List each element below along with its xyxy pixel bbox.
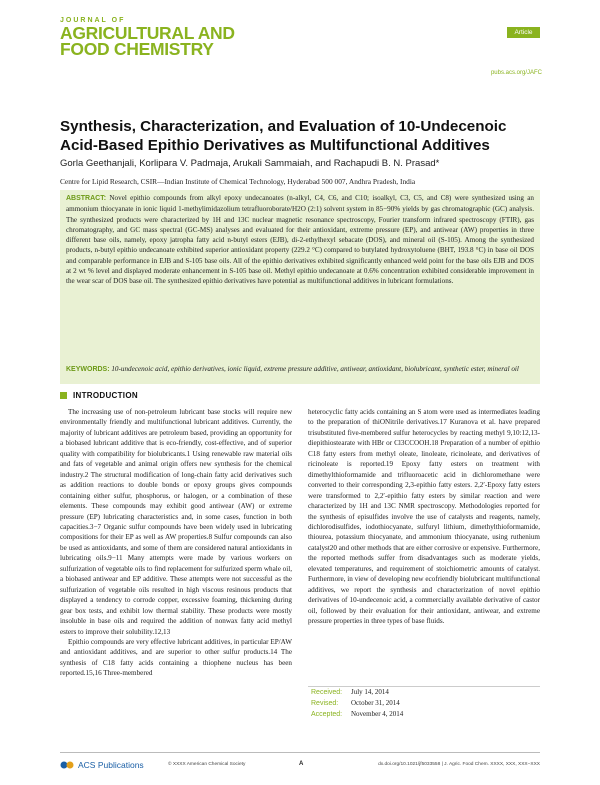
journal-title-line1: AGRICULTURAL AND [60,23,235,43]
author-list: Gorla Geethanjali, Korlipara V. Padmaja, Arukali Sammaiah, and Rachapudi B. N. Prasad* [60,158,440,169]
article-type-badge: Article [507,27,540,38]
date-revised [311,698,403,709]
paragraph: The increasing use of non-petroleum lubricant base stocks will require new environmentally friendly and multifunctional lubricant additives. Currently, the majority of lubricant additives are petroleum based, providing an opportunity for a biobased lubricant additive that is eco-friendly, cost-effective, and of superior quality with compatibility for biolubricants.1 Using renewable raw material oils and fats of vegetable and animal origin offers new synthesis for the chemical industry.2 The structural modification of long-chain fatty acid derivatives such as addition reactions to double bonds or epoxy groups gives compounds containing either sulfur, phosphorus, or halogen, or a combination of these elements. These compounds may exhibit good antiwear (AW) or extreme pressure (EP) lubricating characteristics and, in some cases, function in both capacities.3−7 Organic sulfur compounds have been widely used in lubricating compositions for their EP as well as AW properties.8 Sulfur compounds can also be used as antioxidants, and some of them are considered natural antioxidants in lubricating oils.9−11 Many attempts were made by various workers on sulfurization of vegetable oils to find replacement for sulfurized sperm whale oil, a biobased antiwear and EP additive. These attempts were not successful as the sulfurization of vegetable oils resulted in high viscous resinous products that displayed a tendency to corrode copper, excessive foaming, thickening during gear box tests, and exhibit low thermal stability. These products were mostly insoluble in base oils and required the addition of nonwax fatty acid methyl esters to improve their solubility.12,13 [60,408,292,636]
journal-title [60,25,235,57]
acs-publications-logo[interactable] [60,759,144,771]
journal-title-line2: FOOD CHEMISTRY [60,39,214,59]
date-value: July 14, 2014 [351,688,389,696]
doi-citation[interactable]: dx.doi.org/10.1021/jf5033558 | J. Agric. Food Chem. XXXX, XXX, XXX−XXX [378,762,540,767]
keywords [66,364,534,375]
date-value: October 31, 2014 [351,699,400,707]
abstract-label: ABSTRACT: [66,195,107,202]
paragraph: Epithio compounds are very effective lubricant additives, in particular EP/AW and antioxidant additives, and are superior to other sulfur products.14 The synthesis of C18 fatty acids containing a thiophene nucleus has been reported.15,16 Three-membered [60,637,292,678]
section-heading-introduction [60,391,138,400]
publisher-name: ACS Publications [78,760,144,770]
date-received [311,687,403,698]
keywords-list: 10-undecenoic acid, epithio derivatives, ionic liquid, extreme pressure additive, antiwear, antioxidant, biolubricant, synthetic ester, mineral oil [111,365,519,373]
section-square-icon [60,392,67,399]
abstract-body: Novel epithio compounds from alkyl epoxy undecanoates (n-alkyl, C4, C6, and C10; isoalkyl, C3, C5, and C8) were synthesized using an ammonium thiocyanate in ionic liquid 1-methylimidazolium tetrafluoroborate/H2O (2:1) solvent system in 85−90% yields by gas chromatographic (GC) analysis. The synthesized products were characterized by 1H and 13C nuclear magnetic resonance spectroscopy, Fourier transform infrared spectroscopy (FTIR), gas chromatography, and GC mass spectral (GC-MS) analyses and evaluated for their antioxidant, extreme pressure (EP), and antiwear (AW) properties in three different base oils, namely, epoxy jatropha fatty acid n-butyl esters (EJB), di-2-ethylhexyl sebacate (DOS), and mineral oil (S-105). Among the synthesized products, n-butyl epithio undecanoate exhibited superior antioxidant property (229.2 °C) compared to butylated hydroxytoluene (BHT, 193.8 °C) in base oil DOS and comparable performance in EJB and S-105 base oils. All of the epithio derivatives exhibited significantly enhanced weld point for the base oils EJB and DOS at 2 wt % level and displayed moderate enhancement in S-105 base oil. Methyl epithio undecanoate at 0.6% concentration exhibited considerable improvement in the wear scar of DOS base oil. The synthesized epithio derivatives have potential as multifunctional additives in lubricant formulations. [66,194,534,286]
body-column-right [308,407,540,627]
keywords-label: KEYWORDS: [66,366,110,373]
date-accepted [311,709,403,720]
date-label: Revised: [311,700,339,707]
body-column-left [60,407,292,679]
publication-dates [311,687,403,720]
page-number: A [299,761,304,767]
journal-url-link[interactable]: pubs.acs.org/JAFC [490,70,542,76]
abstract [66,193,534,287]
acs-logo-icon [60,759,74,771]
affiliation: Centre for Lipid Research, CSIR—Indian Institute of Chemical Technology, Hyderabad 500 007, Andhra Pradesh, India [60,177,416,186]
date-value: November 4, 2014 [351,710,404,718]
date-label: Accepted: [311,711,343,718]
section-heading-text: INTRODUCTION [73,391,138,400]
paper-title: Synthesis, Characterization, and Evaluation of 10-Undecenoic Acid-Based Epithio Derivatives as Multifunctional Additives [60,118,507,154]
copyright: © XXXX American Chemical Society [168,762,246,767]
journal-prefix: JOURNAL OF [60,17,126,24]
footer-divider [60,752,540,753]
paragraph: heterocyclic fatty acids containing an S atom were used as intermediates leading to the preparation of thiONitrile derivatives.17 Kuranova et al. have prepared trisubstituted five-membered sulfur heterocycles by reacting methyl 9,10:12,13-diepithiostearate with HBr or Cl3CCOOH.18 Preparation of a number of epithio C18 fatty esters from methyl oleate, linoleate, ricinoleate, and derivatives of ricinoleate is reported.19 Epoxy fatty esters on treatment with dimethylthioformamide and trifluoroacetic acid in dichloromethane were converted to their corresponding 2,3-epithio fatty esters. 2,2′-Epoxy fatty esters were transformed to 2,2′-epithio fatty esters by similar reaction and were characterized by 1H and 13C NMR spectroscopy. Methodologies reported for the synthesis of episulfides involve the use of catalysts and reagents, namely, dichlorodisulfides, iodothiocyanate, sulfuryl lithium, dimethylthioformamide, thiourea, potassium thiocyanate, and ammonium thiocyanate, using ruthenium catalyst20 and other methods that are either corrosive or expensive. Furthermore, the reported methods suffer from disadvantages such as moderate yields, elevated temperatures, and requirement of stoichiometric amounts of catalyst. Furthermore, in view of developing new ecofriendly biolubricant multifunctional additives, we report the synthesis and characterization of novel epithio derivatives of 10-undecenoic acid, a commercially available derivative of castor oil, followed by their evaluation for their antioxidant, antiwear, and extreme pressure properties in three types of base fluids. [308,408,540,626]
date-label: Received: [311,689,343,696]
